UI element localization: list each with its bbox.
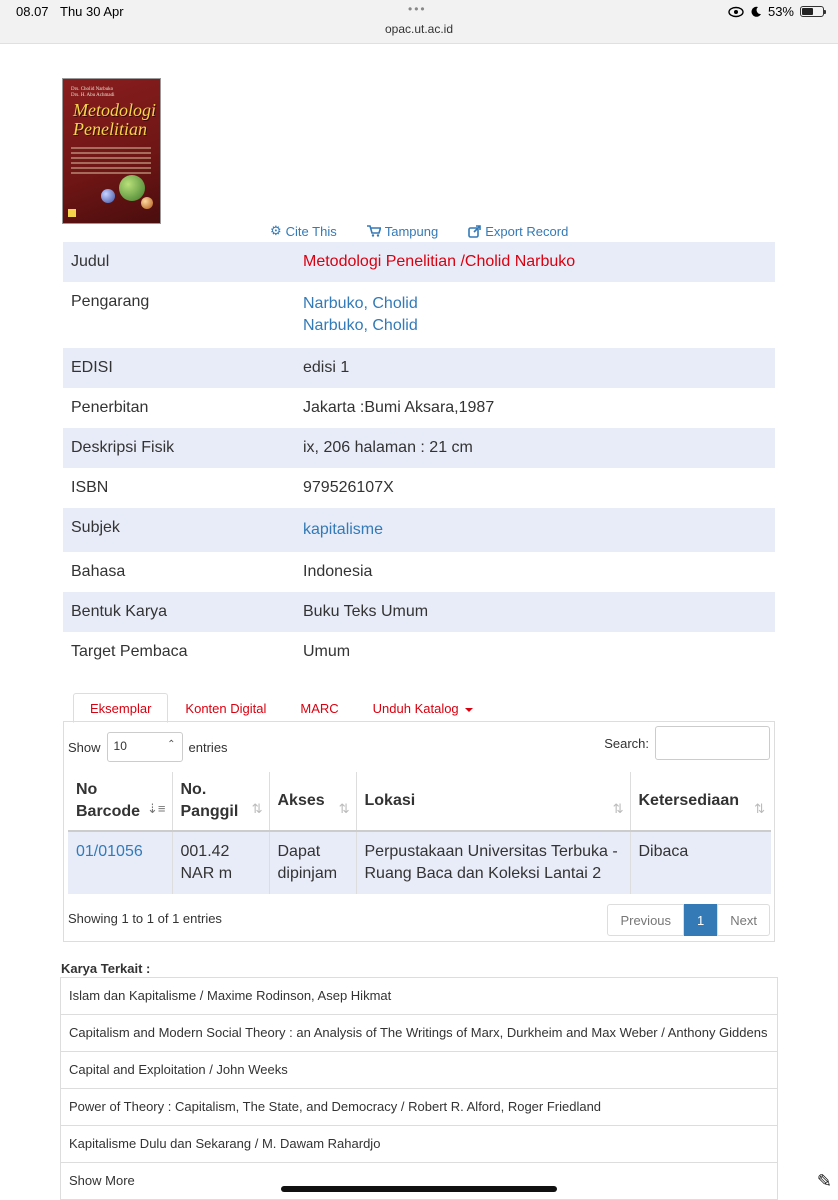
cover-title xyxy=(73,101,158,139)
related-work-item[interactable]: Kapitalisme Dulu dan Sekarang / M. Dawam Rahardjo xyxy=(60,1125,778,1163)
caret-down-icon xyxy=(465,708,473,712)
next-page-button[interactable]: Next xyxy=(717,904,770,936)
barcode-cell[interactable]: 01/01056 xyxy=(68,831,172,894)
book-cover-image xyxy=(62,78,161,224)
detail-value xyxy=(295,348,775,388)
eye-icon xyxy=(728,6,744,18)
detail-label: ISBN xyxy=(71,479,109,496)
detail-text: Indonesia xyxy=(303,563,373,580)
record-tabs xyxy=(73,693,490,723)
detail-row xyxy=(63,552,775,592)
table-search xyxy=(604,726,770,760)
table-row xyxy=(68,831,771,894)
search-label: Search: xyxy=(604,735,649,751)
column-label: Ketersediaan xyxy=(638,792,739,809)
detail-text: Umum xyxy=(303,643,351,660)
detail-text: ix, 206 halaman : 21 cm xyxy=(303,439,473,456)
detail-value xyxy=(295,632,775,672)
detail-row xyxy=(63,468,775,508)
detail-value xyxy=(295,468,775,508)
detail-value xyxy=(295,592,775,632)
cover-orb xyxy=(119,175,145,201)
export-record-link[interactable] xyxy=(468,223,568,239)
tab-eksemplar[interactable]: Eksemplar xyxy=(73,693,168,723)
detail-value xyxy=(295,282,775,348)
bibliographic-detail-table xyxy=(63,242,775,672)
detail-value xyxy=(295,508,775,552)
call-number-cell: 001.42 NAR m xyxy=(172,831,269,894)
detail-label: Penerbitan xyxy=(71,399,149,416)
page-length-select[interactable] xyxy=(107,732,183,762)
related-work-item[interactable]: Power of Theory : Capitalism, The State, and Democracy / Robert R. Alford, Roger Friedland xyxy=(60,1088,778,1126)
detail-value xyxy=(295,552,775,592)
detail-label: Bentuk Karya xyxy=(71,603,168,620)
sort-icon: ⇅ xyxy=(251,801,263,816)
related-work-item[interactable]: Capitalism and Modern Social Theory : an Analysis of The Writings of Marx, Durkheim and Max Weber / Anthony Giddens xyxy=(60,1014,778,1052)
status-date: Thu 30 Apr xyxy=(60,4,124,19)
detail-label: Judul xyxy=(71,253,110,270)
column-label: Lokasi xyxy=(364,792,416,809)
tab-unduh-katalog[interactable] xyxy=(356,693,490,723)
detail-row xyxy=(63,632,775,672)
battery-percent: 53% xyxy=(767,4,794,19)
detail-row xyxy=(63,348,775,388)
related-work-item[interactable]: Islam dan Kapitalisme / Maxime Rodinson, Asep Hikmat xyxy=(60,977,778,1015)
column-label: No. Panggil xyxy=(180,781,239,820)
column-header-akses[interactable] xyxy=(269,772,356,831)
publisher-logo xyxy=(68,209,76,217)
sort-icon: ⇅ xyxy=(754,801,765,816)
detail-row xyxy=(63,508,775,552)
column-label: No Barcode xyxy=(76,781,141,820)
cover-title-line: Penelitian xyxy=(73,119,147,139)
detail-link[interactable]: Narbuko, Cholid xyxy=(303,295,418,312)
battery-level xyxy=(802,8,813,15)
detail-link[interactable]: kapitalisme xyxy=(303,521,384,538)
show-label: Show xyxy=(68,739,101,755)
tampung-label: Tampung xyxy=(384,223,439,239)
record-actions xyxy=(270,223,568,239)
detail-row xyxy=(63,242,775,282)
search-input[interactable] xyxy=(655,726,770,760)
detail-text: 979526107X xyxy=(303,479,394,496)
detail-row xyxy=(63,388,775,428)
table-info: Showing 1 to 1 of 1 entries xyxy=(68,911,222,926)
sort-ascending-icon: ⇣≡ xyxy=(147,801,166,816)
external-link-icon xyxy=(468,225,481,238)
column-header-lokasi[interactable] xyxy=(356,772,630,831)
detail-text: Buku Teks Umum xyxy=(303,603,429,620)
detail-label: Subjek xyxy=(71,519,120,536)
eksemplar-panel xyxy=(63,721,775,942)
detail-title-value: Metodologi Penelitian /Cholid Narbuko xyxy=(303,253,576,270)
detail-row xyxy=(63,592,775,632)
previous-page-button[interactable]: Previous xyxy=(607,904,684,936)
detail-label: Target Pembaca xyxy=(71,643,188,660)
detail-row xyxy=(63,428,775,468)
column-header-no-barcode[interactable] xyxy=(68,772,172,831)
tab-marc[interactable]: MARC xyxy=(300,701,339,716)
detail-value xyxy=(295,242,775,282)
page-length-control xyxy=(68,732,228,762)
status-indicators xyxy=(728,4,824,19)
status-bar xyxy=(0,0,838,44)
detail-text: edisi 1 xyxy=(303,359,350,376)
pencil-icon[interactable]: ✎ xyxy=(816,1171,832,1191)
entries-label: entries xyxy=(188,739,228,755)
cover-orb xyxy=(141,197,153,209)
column-label: Akses xyxy=(277,792,325,809)
cite-this-label: Cite This xyxy=(285,223,337,239)
pagination xyxy=(607,904,770,936)
related-work-item[interactable]: Capital and Exploitation / John Weeks xyxy=(60,1051,778,1089)
cover-orb xyxy=(101,189,115,203)
export-record-label: Export Record xyxy=(485,223,569,239)
address-bar[interactable]: opac.ut.ac.id xyxy=(384,22,454,36)
detail-row xyxy=(63,282,775,348)
tab-konten-digital[interactable]: Konten Digital xyxy=(185,701,267,716)
gear-icon: ⚙ xyxy=(270,223,282,238)
detail-label: EDISI xyxy=(71,359,113,376)
eksemplar-table xyxy=(68,772,771,894)
battery-icon xyxy=(800,6,824,17)
show-more-link[interactable]: Show More xyxy=(60,1162,778,1200)
detail-value xyxy=(295,388,775,428)
multitask-dots-icon[interactable]: ••• xyxy=(408,2,427,16)
moon-icon xyxy=(750,6,762,18)
tampung-link[interactable] xyxy=(367,223,438,239)
cover-author: Drs. Cholid Narbuko xyxy=(71,87,114,92)
page-length-value: 10 xyxy=(113,739,127,753)
detail-label: Pengarang xyxy=(71,293,150,310)
detail-link[interactable]: Narbuko, Cholid xyxy=(303,317,418,334)
detail-value xyxy=(295,428,775,468)
location-cell: Perpustakaan Universitas Terbuka - Ruang Baca dan Koleksi Lantai 2 xyxy=(356,831,630,894)
related-works-list xyxy=(60,978,778,1200)
cover-author: Drs. H. Abu Achmadi xyxy=(71,93,115,98)
sort-icon: ⇅ xyxy=(612,801,624,816)
column-header-ketersediaan[interactable] xyxy=(630,772,771,831)
cite-this-link[interactable] xyxy=(270,223,337,239)
availability-cell: Dibaca xyxy=(630,831,771,894)
related-works-title: Karya Terkait : xyxy=(61,961,151,976)
cover-authors xyxy=(71,87,114,99)
detail-label: Bahasa xyxy=(71,563,126,580)
status-time: 08.07 xyxy=(16,4,49,19)
cart-icon xyxy=(367,225,381,237)
select-arrows-icon: ⌃ xyxy=(167,739,176,750)
access-cell: Dapat dipinjam xyxy=(269,831,356,894)
column-header-no-panggil[interactable] xyxy=(172,772,269,831)
detail-text: Jakarta :Bumi Aksara,1987 xyxy=(303,399,495,416)
cover-title-line: Metodologi xyxy=(73,100,156,120)
tab-unduh-katalog-label: Unduh Katalog xyxy=(372,701,459,716)
detail-label: Deskripsi Fisik xyxy=(71,439,175,456)
page-1-button[interactable]: 1 xyxy=(684,904,717,936)
sort-icon: ⇅ xyxy=(338,801,350,816)
home-indicator[interactable] xyxy=(281,1186,557,1192)
